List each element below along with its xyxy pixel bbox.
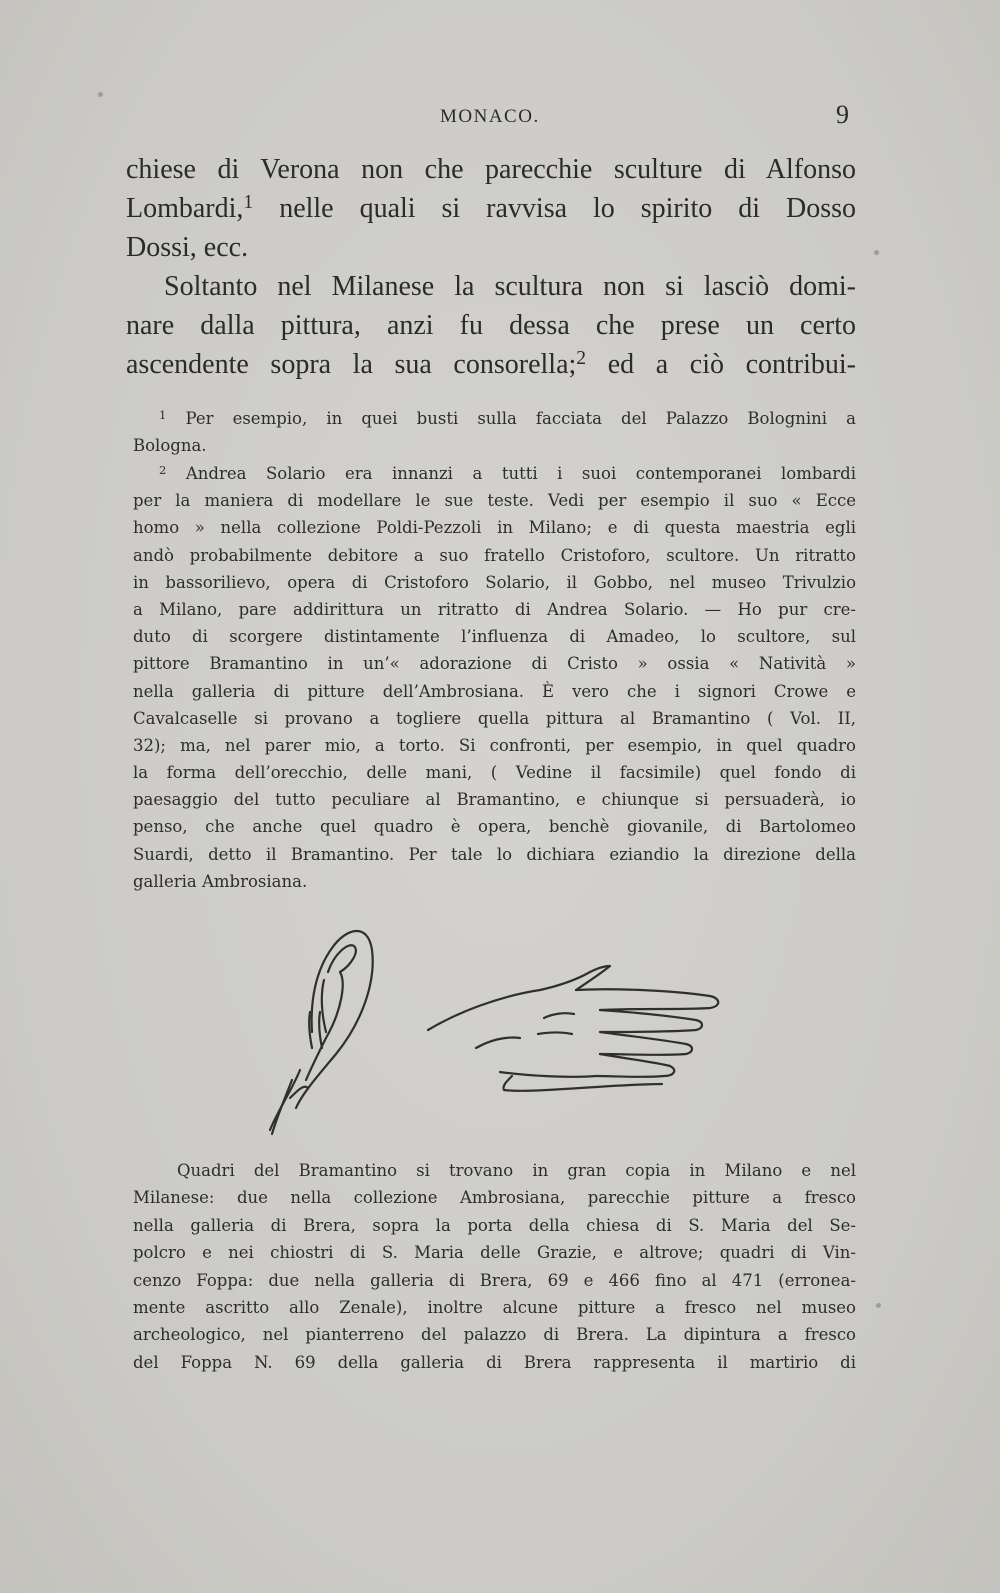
footnote-marker: 2	[159, 462, 167, 477]
footnote-line: a Milano, pare addirittura un ritratto di Andrea Solario. — Ho pur cre-	[133, 599, 856, 619]
text-fragment: Andrea Solario era innanzi a tutti i suoi contemporanei lombardi	[185, 464, 856, 483]
text-line: Quadri del Bramantino si trovano in gran copia in Milano e nel	[177, 1161, 856, 1180]
text-line	[126, 345, 856, 384]
footnote-2	[133, 460, 856, 895]
footnote-line: Suardi, detto il Bramantino. Per tale lo dichiara eziandio la direzione della	[133, 844, 856, 864]
text-line	[126, 189, 856, 228]
hand-sketch	[428, 966, 718, 1091]
paper-speck	[98, 92, 103, 97]
ear-sketch	[270, 931, 373, 1134]
footnote-line: 32); ma, nel parer mio, a torto. Si confronti, per esempio, in quel quadro	[133, 735, 856, 755]
footnote-1	[133, 405, 856, 459]
text-line: archeologico, nel pianterreno del palazzo di Brera. La dipintura a fresco	[133, 1325, 856, 1345]
text-line: Milanese: due nella collezione Ambrosiana, parecchie pitture a fresco	[133, 1188, 856, 1208]
text-line: polcro e nei chiostri di S. Maria delle Grazie, e altrove; quadri di Vin-	[133, 1243, 856, 1263]
text-line: mente ascritto allo Zenale), inoltre alcune pitture a fresco nel museo	[133, 1297, 856, 1317]
footnote-line: Bologna.	[133, 436, 207, 456]
paper-speck	[876, 1303, 881, 1308]
footnote-ref-2: 2	[576, 348, 587, 370]
footnote-line: Cavalcaselle si provano a togliere quella pittura al Bramantino ( Vol. II,	[133, 708, 856, 728]
footnote-line: pittore Bramantino in un’« adorazione di Cristo » ossia « Natività »	[133, 654, 856, 674]
text-fragment: Per esempio, in quei busti sulla facciata del Palazzo Bolognini a	[185, 409, 857, 428]
text-fragment: ascendente sopra la sua consorella;	[126, 349, 577, 380]
footnote-line: andò probabilmente debitore a suo fratello Cristoforo, scultore. Un ritratto	[133, 545, 856, 565]
running-head	[0, 100, 1000, 130]
footnote-ref-1: 1	[243, 192, 254, 214]
text-line: del Foppa N. 69 della galleria di Brera rappresenta il martirio di	[133, 1352, 856, 1372]
footnote-line: per la maniera di modellare le sue teste. Vedi per esempio il suo « Ecce	[133, 491, 856, 511]
text-line: chiese di Verona non che parecchie sculture di Alfonso	[126, 154, 856, 185]
page-number: 9	[836, 100, 849, 129]
footnote-marker: 1	[159, 407, 167, 422]
paper-speck	[874, 250, 879, 255]
continuation-text	[133, 1157, 856, 1376]
text-fragment: nelle quali si ravvisa lo spirito di Dosso	[279, 193, 857, 224]
running-head-title: MONACO.	[440, 106, 540, 127]
footnote-line	[133, 405, 856, 432]
text-fragment: Lombardi,	[126, 193, 244, 224]
facsimile-drawing	[250, 920, 770, 1150]
footnote-line: homo » nella collezione Poldi-Pezzoli in Milano; e di questa maestria egli	[133, 518, 856, 538]
footnote-line: nella galleria di pitture dell’Ambrosiana. È vero che i signori Crowe e	[133, 681, 856, 701]
main-text	[126, 150, 856, 384]
footnote-line	[133, 460, 856, 487]
text-line: nella galleria di Brera, sopra la porta della chiesa di S. Maria del Se-	[133, 1215, 856, 1235]
text-line: Soltanto nel Milanese la scultura non si lasciò domi-	[164, 271, 856, 302]
footnote-line: duto di scorgere distintamente l’influenza di Amadeo, lo scultore, sul	[133, 627, 856, 647]
footnote-line: penso, che anche quel quadro è opera, benchè giovanile, di Bartolomeo	[133, 817, 856, 837]
footnote-line: la forma dell’orecchio, delle mani, ( Vedine il facsimile) quel fondo di	[133, 763, 856, 783]
footnote-line: in bassorilievo, opera di Cristoforo Solario, il Gobbo, nel museo Trivulzio	[133, 572, 856, 592]
text-line: Dossi, ecc.	[126, 232, 249, 263]
footnote-line: galleria Ambrosiana.	[133, 871, 308, 891]
footnote-line: paesaggio del tutto peculiare al Bramantino, e chiunque si persuaderà, io	[133, 790, 856, 810]
facsimile-figure	[250, 920, 770, 1150]
text-line: nare dalla pittura, anzi fu dessa che prese un certo	[126, 310, 856, 341]
text-line: cenzo Foppa: due nella galleria di Brera, 69 e 466 fino al 471 (erronea-	[133, 1270, 856, 1290]
text-fragment: ed a ciò contribui-	[607, 349, 856, 380]
